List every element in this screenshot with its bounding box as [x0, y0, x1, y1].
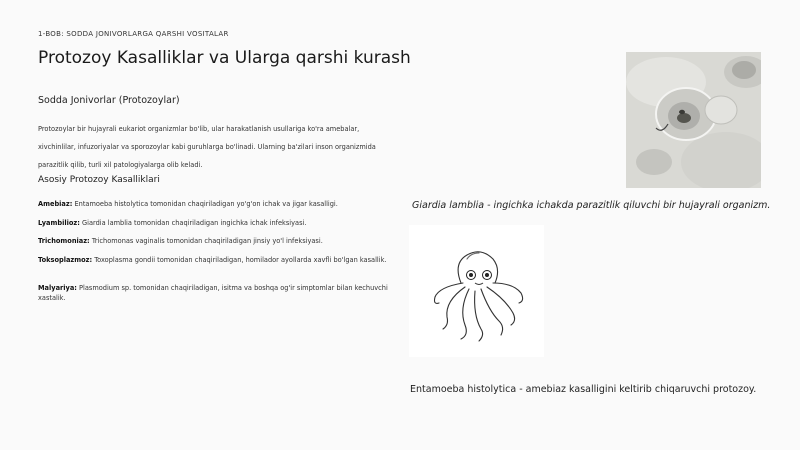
- disease-desc: Plasmodium sp. tomonidan chaqiriladigan, isitma va boshqa og'ir simptomlar bilan kechuvchi xastalik.: [38, 283, 388, 302]
- entamoeba-caption: Entamoeba histolytica - amebiaz kasalligini keltirib chiqaruvchi protozoy.: [410, 384, 757, 395]
- giardia-caption: Giardia lamblia - ingichka ichakda parazitlik qiluvchi bir hujayrali organizm.: [412, 200, 771, 211]
- disease-name: Trichomoniaz:: [38, 237, 90, 245]
- disease-item-toksoplazmoz: [38, 255, 398, 265]
- diseases-heading: Asosiy Protozoy Kasalliklari: [38, 175, 160, 185]
- disease-desc: Toxoplasma gondii tomonidan chaqiriladigan, homilador ayollarda xavfli bo'lgan kasallik.: [94, 255, 387, 264]
- disease-item-lyambilioz: [38, 218, 398, 228]
- micrograph-illustration: [626, 52, 761, 188]
- octopus-sketch-illustration: [409, 225, 544, 357]
- disease-item-amebiaz: [38, 199, 398, 209]
- page-title: Protozoy Kasalliklar va Ularga qarshi kurash: [38, 48, 411, 68]
- disease-desc: Trichomonas vaginalis tomonidan chaqiriladigan jinsiy yo'l infeksiyasi.: [91, 237, 323, 245]
- disease-item-malyariya: [38, 283, 398, 303]
- entamoeba-illustration-image: [409, 225, 544, 357]
- disease-name: Amebiaz:: [38, 200, 73, 208]
- disease-desc: Giardia lamblia tomonidan chaqiriladigan ingichka ichak infeksiyasi.: [82, 218, 307, 227]
- disease-name: Malyariya:: [38, 283, 77, 292]
- disease-item-trichomoniaz: [38, 236, 398, 246]
- disease-list: [38, 199, 398, 311]
- disease-name: Toksoplazmoz:: [38, 255, 93, 264]
- disease-name: Lyambilioz:: [38, 218, 80, 227]
- disease-desc: Entamoeba histolytica tomonidan chaqiriladigan yo'g'on ichak va jigar kasalligi.: [74, 200, 338, 208]
- section-label: 1-BOB: SODDA JONIVORLARGA QARSHI VOSITALAR: [38, 30, 229, 38]
- intro-heading: Sodda Jonivorlar (Protozoylar): [38, 95, 180, 106]
- intro-paragraph: Protozoylar bir hujayrali eukariot organizmlar bo'lib, ular harakatlanish usullariga ko'ra amebalar, xivchinlilar, infuzoriyalar va sporozoylar kabi guruhlarga bo'linadi. Ularning ba'zilari inson organizmida parazitlik qilib, turli xil patologiyalarga olib keladi.: [38, 125, 376, 169]
- giardia-micrograph-image: [626, 52, 761, 188]
